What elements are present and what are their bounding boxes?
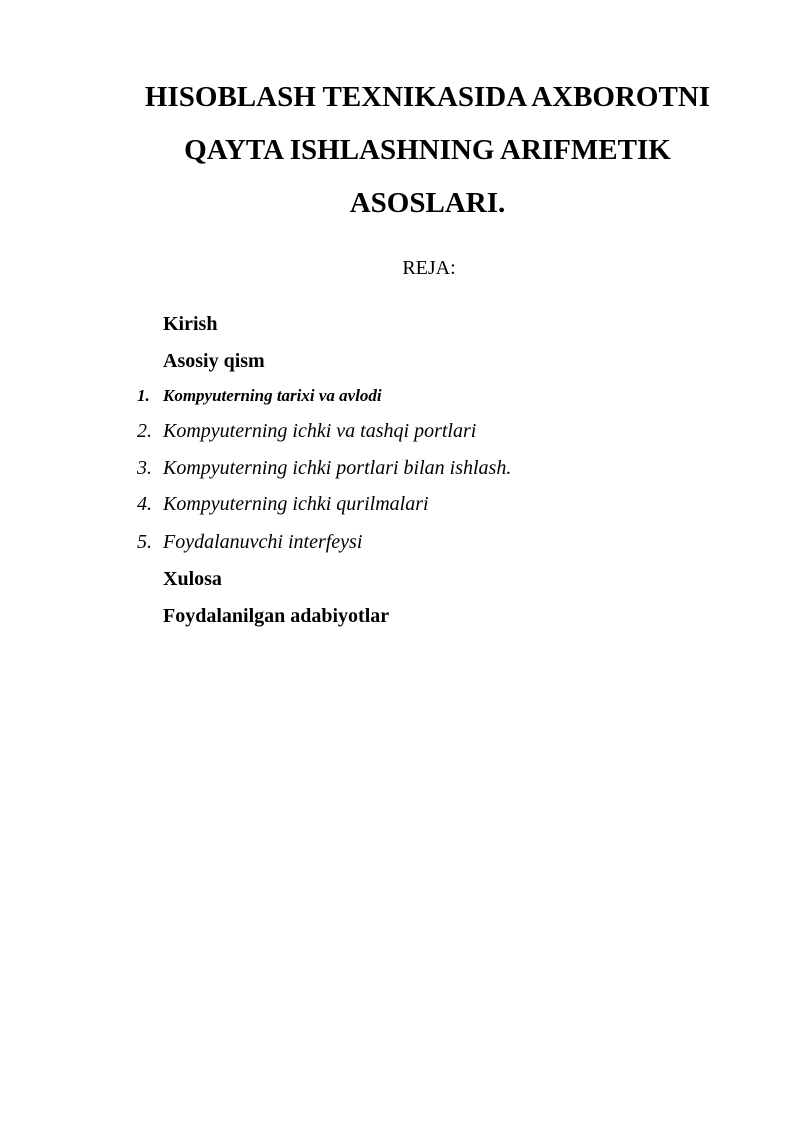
outline-item-4	[0, 491, 800, 517]
outline-item-1	[0, 385, 800, 407]
outline-item-5	[0, 529, 800, 555]
section-references: Foydalanilgan adabiyotlar	[163, 605, 390, 627]
item-label: Kompyuterning ichki qurilmalari	[163, 493, 429, 515]
item-label: Kompyuterning ichki va tashqi portlari	[163, 420, 477, 442]
item-number: 3.	[137, 457, 152, 479]
section-main-part: Asosiy qism	[163, 350, 265, 372]
plan-heading: REJA:	[402, 257, 456, 279]
section-intro: Kirish	[163, 313, 218, 335]
item-label: Kompyuterning tarixi va avlodi	[163, 386, 382, 405]
outline-item-2	[0, 418, 800, 444]
title-line-2: QAYTA ISHLASHNING ARIFMETIK	[184, 134, 671, 166]
item-number: 2.	[137, 420, 152, 442]
item-number: 1.	[137, 386, 150, 405]
title-line-3: ASOSLARI.	[349, 187, 506, 219]
item-label: Kompyuterning ichki portlari bilan ishlash.	[163, 457, 512, 479]
title-line-1: HISOBLASH TEXNIKASIDA AXBOROTNI	[144, 81, 711, 113]
item-number: 5.	[137, 531, 152, 553]
section-conclusion: Xulosa	[163, 568, 222, 590]
document-title	[100, 71, 755, 230]
item-number: 4.	[137, 493, 152, 515]
item-label: Foydalanuvchi interfeysi	[163, 531, 363, 553]
outline-item-3	[0, 455, 800, 481]
